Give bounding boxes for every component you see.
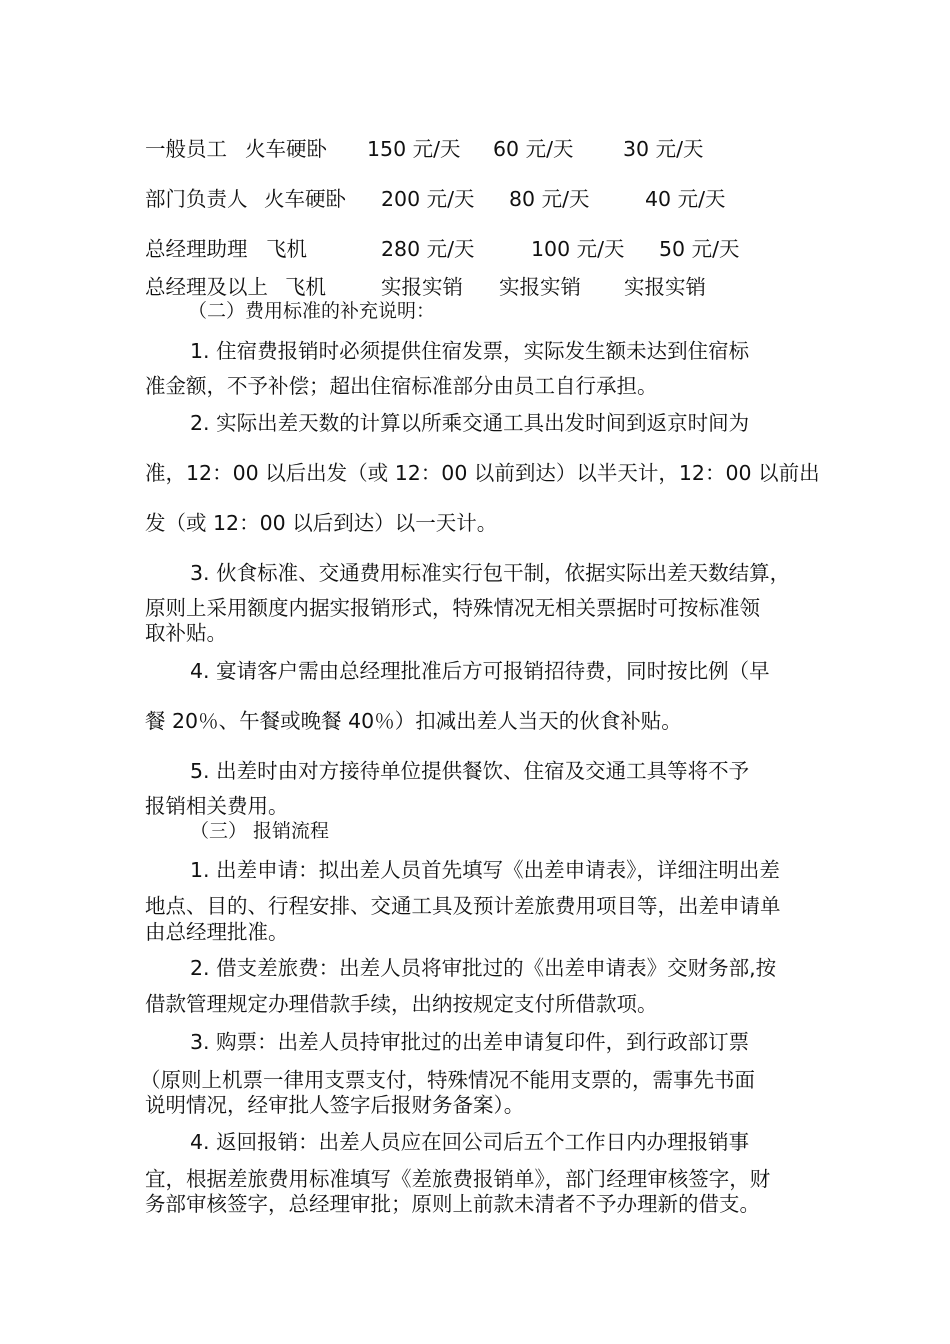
row3-meal: 100 元/天 (531, 237, 625, 261)
s2-p2-line1: 2. 实际出差天数的计算以所乘交通工具出发时间到返京时间为 (190, 411, 750, 435)
row4-meal: 实报实销 (499, 275, 581, 299)
s2-p5-line2: 报销相关费用。 (145, 794, 289, 818)
row1-role: 一般员工 (145, 137, 227, 161)
row3-role: 总经理助理 (145, 237, 248, 261)
s3-p2-line1: 2. 借支差旅费：出差人员将审批过的《出差申请表》交财务部,按 (190, 956, 777, 980)
s2-p3-line2: 原则上采用额度内据实报销形式，特殊情况无相关票据时可按标准领 (145, 596, 760, 620)
section2-heading: （二）费用标准的补充说明： (188, 300, 436, 322)
s3-p3-line1: 3. 购票：出差人员持审批过的出差申请复印件，到行政部订票 (190, 1030, 750, 1054)
s2-p5-line1: 5. 出差时由对方接待单位提供餐饮、住宿及交通工具等将不予 (190, 759, 750, 783)
row1-transport-fee: 30 元/天 (623, 137, 704, 161)
s2-p4-line1: 4. 宴请客户需由总经理批准后方可报销招待费，同时按比例（早 (190, 659, 770, 683)
s3-p4-line1: 4. 返回报销：出差人员应在回公司后五个工作日内办理报销事 (190, 1130, 750, 1154)
row4-transport: 飞机 (285, 275, 326, 299)
row3-transport-fee: 50 元/天 (659, 237, 740, 261)
s2-p3-line3: 取补贴。 (145, 621, 227, 645)
s2-p2-line2: 准，12：00 以后出发（或 12：00 以前到达）以半天计，12：00 以前出 (145, 461, 820, 485)
row2-role: 部门负责人 (145, 187, 248, 211)
s3-p2-line2: 借款管理规定办理借款手续，出纳按规定支付所借款项。 (145, 992, 658, 1016)
s2-p1-line2: 准金额，不予补偿；超出住宿标准部分由员工自行承担。 (145, 374, 658, 398)
row1-transport: 火车硬卧 (245, 137, 327, 161)
s3-p4-line3: 务部审核签字，总经理审批；原则上前款未清者不予办理新的借支。 (145, 1192, 760, 1216)
section3-heading: （三） 报销流程 (190, 820, 330, 842)
s3-p1-line2: 地点、目的、行程安排、交通工具及预计差旅费用项目等，出差申请单 (145, 894, 781, 918)
s2-p2-line3: 发（或 12：00 以后到达）以一天计。 (145, 511, 498, 535)
row3-transport: 飞机 (266, 237, 307, 261)
s3-p3-line3: 说明情况，经审批人签字后报财务备案）。 (145, 1093, 525, 1117)
s2-p1-line1: 1. 住宿费报销时必须提供住宿发票，实际发生额未达到住宿标 (190, 339, 750, 363)
row3-accommodation: 280 元/天 (381, 237, 475, 261)
s3-p3-line2: （原则上机票一律用支票支付，特殊情况不能用支票的，需事先书面 (140, 1068, 755, 1092)
s2-p3-line1: 3. 伙食标准、交通费用标准实行包干制，依据实际出差天数结算， (190, 561, 791, 585)
row2-transport: 火车硬卧 (264, 187, 346, 211)
row1-meal: 60 元/天 (493, 137, 574, 161)
s2-p4-line2: 餐 20％、午餐或晚餐 40％）扣减出差人当天的伙食补贴。 (145, 709, 682, 733)
s3-p1-line1: 1. 出差申请：拟出差人员首先填写《出差申请表》，详细注明出差 (190, 858, 780, 882)
s3-p4-line2: 宜，根据差旅费用标准填写《差旅费报销单》，部门经理审核签字，财 (145, 1167, 771, 1191)
row4-accommodation: 实报实销 (381, 275, 463, 299)
row2-accommodation: 200 元/天 (381, 187, 475, 211)
row4-transport-fee: 实报实销 (624, 275, 706, 299)
row2-meal: 80 元/天 (509, 187, 590, 211)
row2-transport-fee: 40 元/天 (645, 187, 726, 211)
s3-p1-line3: 由总经理批准。 (145, 920, 289, 944)
row1-accommodation: 150 元/天 (367, 137, 461, 161)
row4-role: 总经理及以上 (145, 275, 268, 299)
